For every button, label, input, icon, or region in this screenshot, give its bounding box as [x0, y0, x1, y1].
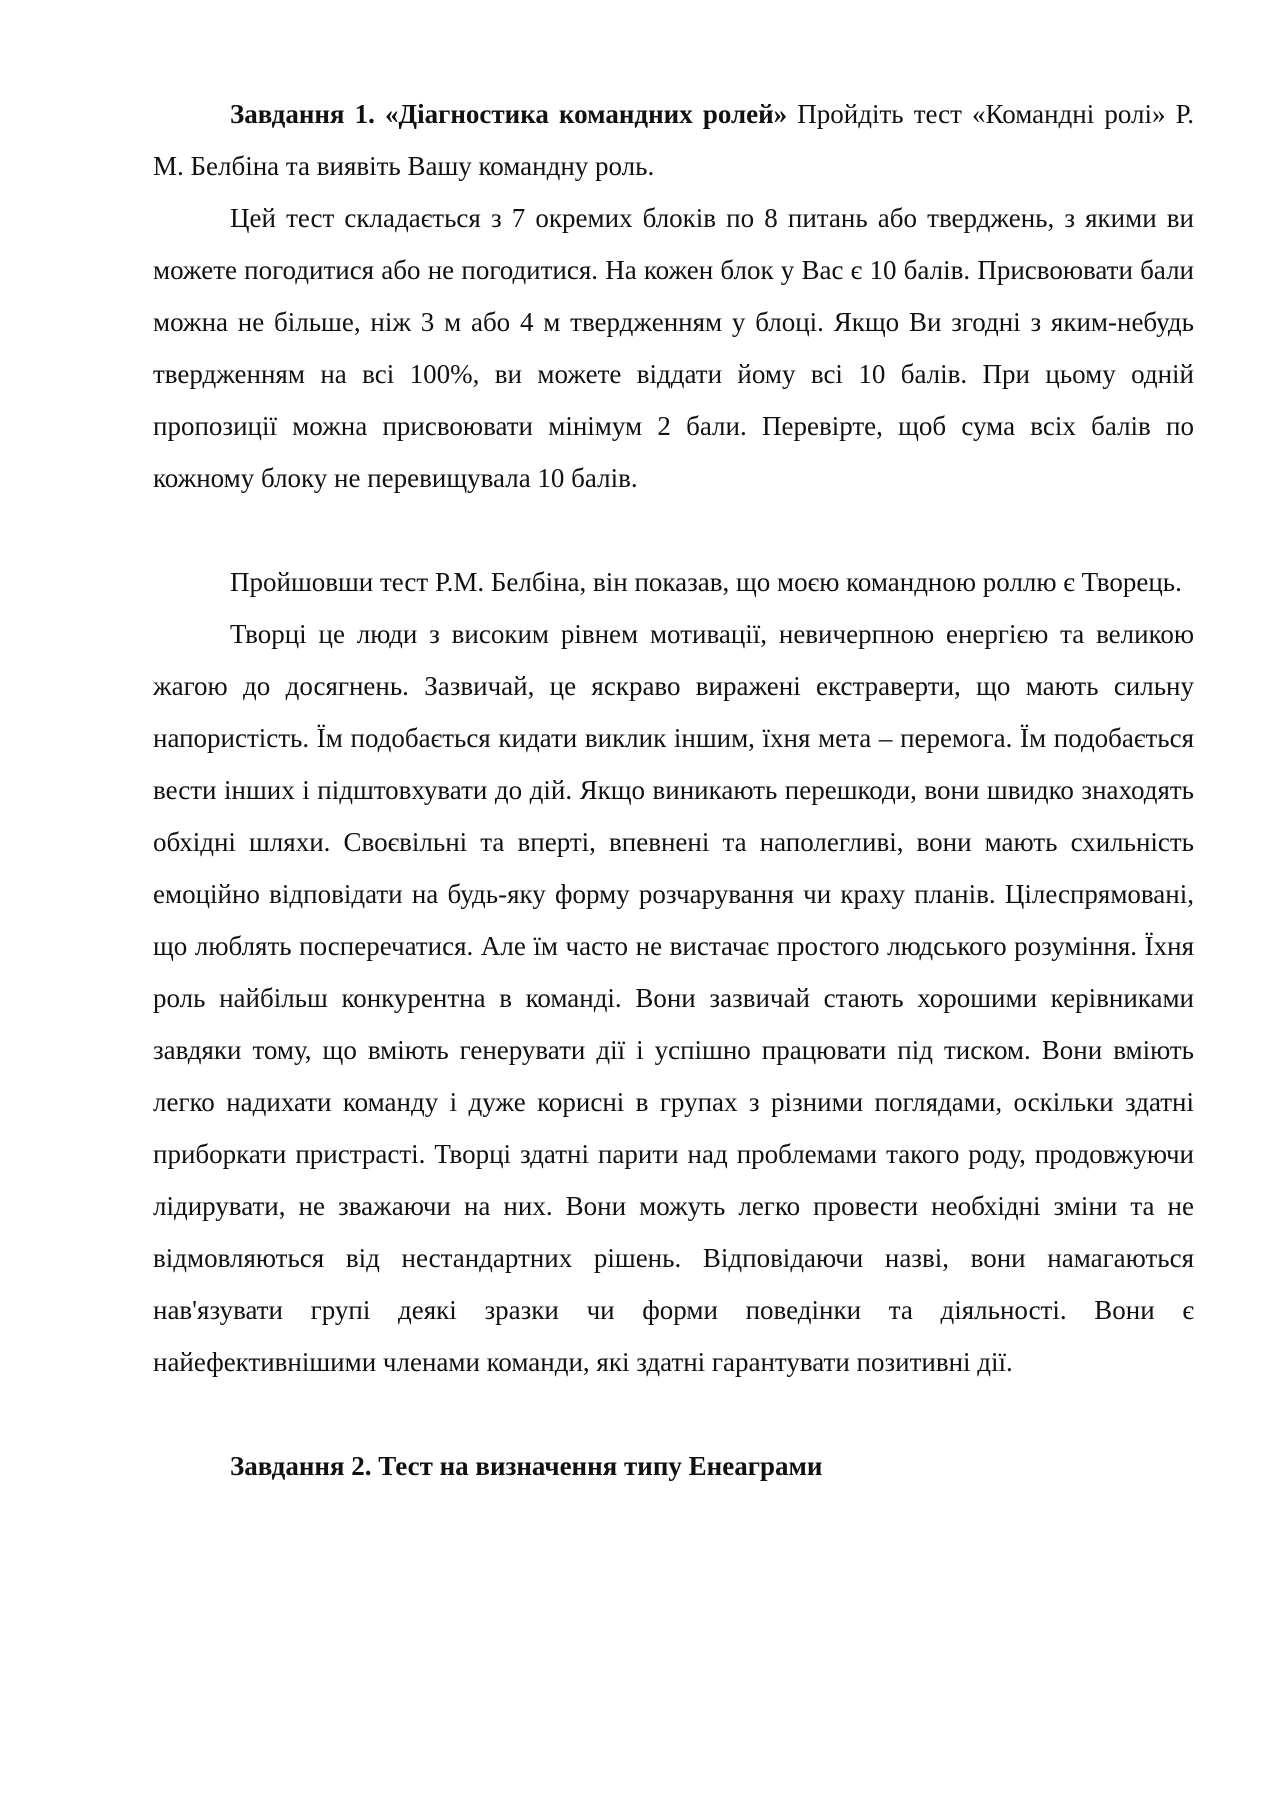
task1-paragraph	[153, 88, 1194, 192]
description-paragraph: Творці це люди з високим рівнем мотивації, невичерпною енергією та великою жагою до досягнень. Зазвичай, це яскраво виражені екстраверти, що мають сильну напористість. Їм подобається кидати виклик іншим, їхня мета – перемога. Їм подобається вести інших і підштовхувати до дій. Якщо виникають перешкоди, вони швидко знаходять обхідні шляхи. Своєвільні та вперті, впевнені та наполегливі, вони мають схильність емоційно відповідати на будь-яку форму розчарування чи краху планів. Цілеспрямовані, що люблять посперечатися. Але їм часто не вистачає простого людського розуміння. Їхня роль найбільш конкурентна в команді. Вони зазвичай стають хорошими керівниками завдяки тому, що вміють генерувати дії і успішно працювати під тиском. Вони вміють легко надихати команду і дуже корисні в групах з різними поглядами, оскільки здатні приборкати пристрасті. Творці здатні парити над проблемами такого роду, продовжуючи лідирувати, не зважаючи на них. Вони можуть легко провести необхідні зміни та не відмовляються від нестандартних рішень. Відповідаючи назві, вони намагаються нав'язувати групі деякі зразки чи форми поведінки та діяльності. Вони є найефективнішими членами команди, які здатні гарантувати позитивні дії.	[153, 619, 1194, 1377]
document-page	[153, 88, 1194, 1492]
task2-heading: Завдання 2. Тест на визначення типу Енеаграми	[230, 1451, 823, 1481]
paragraph-gap	[153, 1388, 1194, 1440]
task2-paragraph	[153, 1440, 1194, 1492]
instructions-paragraph: Цей тест складається з 7 окремих блоків по 8 питань або тверджень, з якими ви можете погодитися або не погодитися. На кожен блок у Вас є 10 балів. Присвоювати бали можна не більше, ніж 3 м або 4 м твердженням у блоці. Якщо Ви згодні з яким-небудь твердженням на всі 100%, ви можете віддати йому всі 10 балів. При цьому одній пропозиції можна присвоювати мінімум 2 бали. Перевірте, щоб сума всіх балів по кожному блоку не перевищувала 10 балів.	[153, 203, 1194, 493]
task1-intro: Пройдіть тест «Командні ролі» Р. М. Белбіна та виявіть Вашу командну роль.	[153, 99, 1194, 181]
paragraph-gap	[153, 504, 1194, 556]
result-paragraph: Пройшовши тест Р.М. Белбіна, він показав, що моєю командною роллю є Творець.	[230, 567, 1182, 597]
task1-heading: Завдання 1. «Діагностика командних ролей»	[230, 99, 788, 129]
